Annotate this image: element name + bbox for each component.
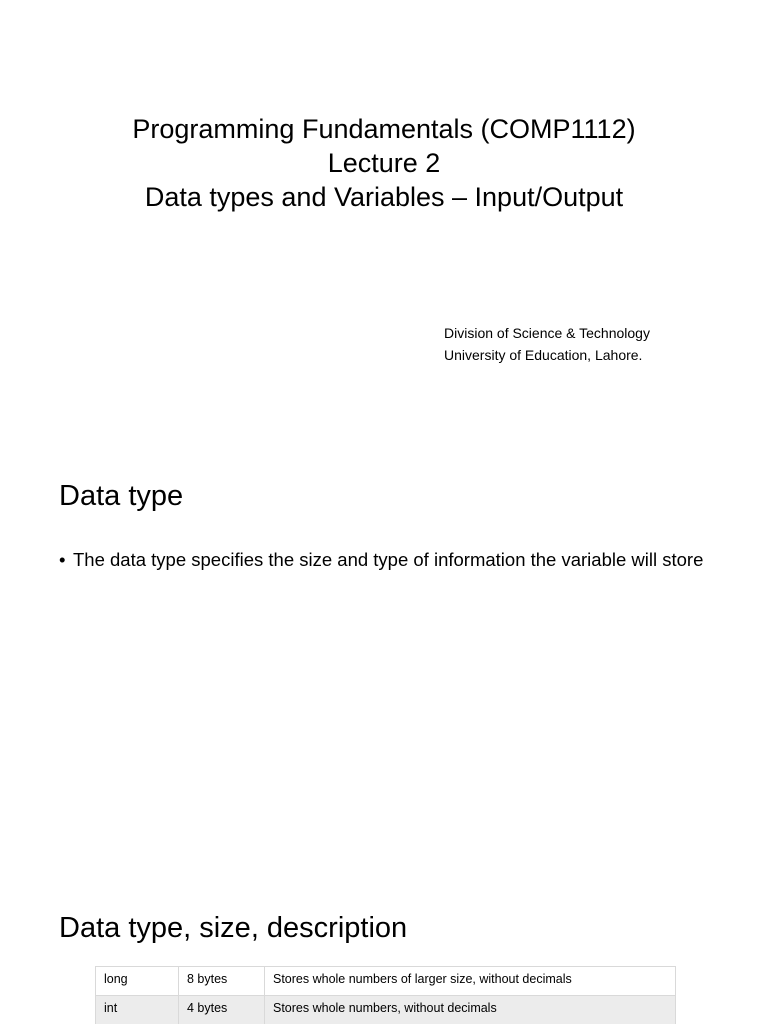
lecture-topic: Data types and Variables – Input/Output [144,182,624,212]
lecture-number: Lecture 2 [327,148,441,178]
description-cell: Stores whole numbers of larger size, without decimals [265,967,676,996]
size-cell: 4 bytes [179,996,265,1024]
table-row [96,967,676,996]
university-name: University of Education, Lahore. [444,347,643,363]
type-cell: long [96,967,179,996]
datatype-slide [0,432,768,864]
affiliation [444,322,650,366]
course-title: Programming Fundamentals (COMP1112) [132,114,636,144]
bullet-item [59,548,709,572]
bullet-marker: • [59,549,66,570]
type-cell: int [96,996,179,1024]
size-cell: 8 bytes [179,967,265,996]
table-row [96,996,676,1024]
slide-heading: Data type, size, description [59,912,408,944]
table-slide [0,864,768,1024]
slide-heading: Data type [59,480,184,512]
division-name: Division of Science & Technology [444,325,650,341]
bullet-text: The data type specifies the size and type of information the variable will store [73,549,704,570]
title-slide [0,0,768,432]
description-cell: Stores whole numbers, without decimals [265,996,676,1024]
slide-title [0,112,768,214]
datatype-table [95,966,676,1024]
